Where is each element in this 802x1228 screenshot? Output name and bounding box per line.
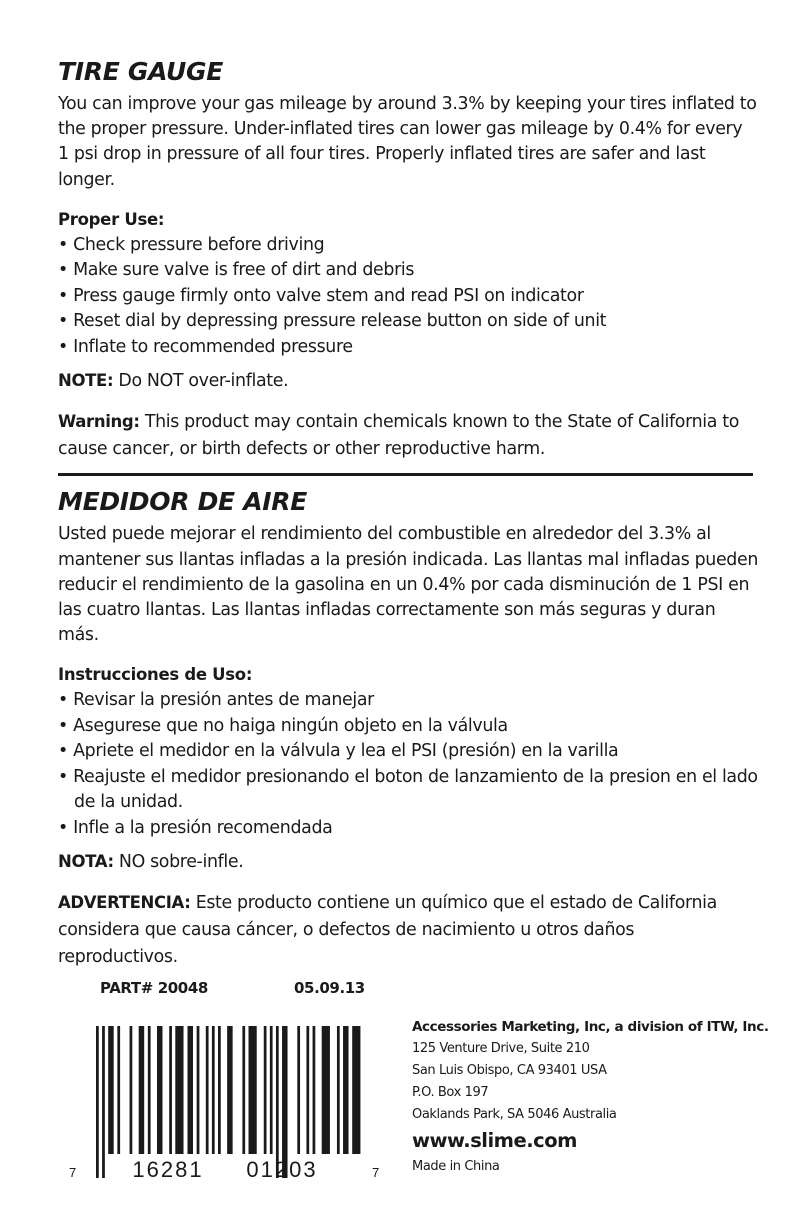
list-item: • Inflate to recommended pressure [58,335,758,361]
upc-barcode [66,1024,384,1184]
spanish-note [58,849,758,875]
spanish-warning-text: Este producto contiene un químico que el estado de California considera que causa cáncer, o defectos de nacimiento u otros daños reproductivos. [58,893,717,968]
list-item: • Revisar la presión antes de manejar [58,688,758,714]
barcode-digit-left: 7 [69,1165,77,1180]
list-item: • Asegurese que no haiga ningún objeto en la válvula [58,714,758,740]
list-item: • Press gauge firmly onto valve stem and read PSI on indicator [58,284,758,310]
website-link[interactable]: www.slime.com [412,1129,577,1152]
part-number: PART# 20048 [100,979,208,997]
barcode-bar [96,1026,99,1178]
barcode-bar [313,1026,316,1154]
spanish-section [58,482,758,971]
list-item: • Make sure valve is free of dirt and debris [58,258,758,284]
barcode-bar [148,1026,151,1154]
made-in: Made in China [412,1159,500,1174]
barcode-bar [206,1026,209,1154]
barcode-bar [197,1026,200,1154]
barcode-bar [117,1026,120,1154]
spanish-use-heading: Instrucciones de Uso: [58,665,253,685]
english-use-heading: Proper Use: [58,209,165,229]
spanish-intro: Usted puede mejorar el rendimiento del combustible en alrededor del 3.3% al mantener sus llantas infladas a la presión indicada. Las llantas mal infladas pueden reducir el rendimiento de la gasolina en un 0.4% por cada disminución de 1 PSI en las cuatro llantas. Las llantas infladas correctamente son más seguras y duran más. [58,524,759,646]
barcode-bar [227,1026,232,1154]
barcode-bar [139,1026,144,1154]
barcode-bar [218,1026,221,1154]
english-note-text: Do NOT over-inflate. [113,371,289,392]
list-item: • Reajuste el medidor presionando el boton de lanzamiento de la presion en el lado de la unidad. [58,765,758,816]
english-section [58,52,758,463]
spanish-steps-list [58,688,758,841]
barcode-bar [212,1026,215,1154]
barcode-bar [188,1026,193,1154]
barcode-bar [297,1026,300,1154]
list-item: • Check pressure before driving [58,233,758,259]
part-info [100,979,365,997]
barcode-digits-group1: 16281 [132,1157,204,1182]
spanish-warning-label: ADVERTENCIA: [58,893,191,913]
barcode-bar [337,1026,340,1154]
section-divider [58,473,753,476]
english-note [58,368,758,394]
barcode-bar [264,1026,267,1154]
address-line-3: Oaklands Park, SA 5046 Australia [412,1107,617,1122]
print-date: 05.09.13 [294,979,365,997]
company-address-block [412,1016,772,1178]
english-warning-text: This product may contain chemicals known to the State of California to cause cancer, or birth defects or other reproductive harm. [58,412,739,460]
barcode-bar [352,1026,360,1154]
barcode-bar [322,1026,330,1154]
english-steps-list [58,233,758,361]
barcode-digits-group2: 01203 [246,1157,318,1182]
english-warning-label: Warning: [58,412,140,432]
barcode-bars [96,1026,360,1178]
address-line-2: San Luis Obispo, CA 93401 USA [412,1063,607,1078]
barcode-bar [249,1026,257,1154]
spanish-warning [58,889,758,971]
barcode-bar [343,1026,348,1154]
address-line-1: 125 Venture Drive, Suite 210 [412,1041,590,1056]
instructions-card [58,52,758,971]
list-item: • Infle a la presión recomendada [58,816,758,842]
barcode-bar [175,1026,183,1154]
barcode-digit-right: 7 [372,1165,380,1180]
barcode-bar [282,1026,287,1178]
barcode-bar [276,1026,279,1178]
english-intro: You can improve your gas mileage by around 3.3% by keeping your tires inflated to the proper pressure. Under-inflated tires can lower gas mileage by 0.4% for every 1 psi drop in pressure of all four tires. Properly inflated tires are safer and last longer. [58,94,757,190]
barcode-bar [169,1026,172,1154]
list-item: • Reset dial by depressing pressure release button on side of unit [58,309,758,335]
barcode-bar [157,1026,162,1154]
english-warning [58,408,758,463]
barcode-bar [306,1026,309,1154]
barcode-bar [108,1026,113,1154]
english-note-label: NOTE: [58,371,114,391]
company-name: Accessories Marketing, Inc, a division of ITW, Inc. [412,1019,769,1035]
po-box: P.O. Box 197 [412,1085,489,1100]
barcode-bar [242,1026,245,1154]
barcode-bar [130,1026,133,1154]
english-title: TIRE GAUGE [58,57,224,86]
spanish-note-text: NO sobre-infle. [113,852,244,873]
list-item: • Apriete el medidor en la válvula y lea el PSI (presión) en la varilla [58,739,758,765]
barcode-bar [102,1026,105,1178]
spanish-title: MEDIDOR DE AIRE [58,487,307,517]
spanish-note-label: NOTA: [58,852,114,872]
barcode-bar [270,1026,273,1154]
